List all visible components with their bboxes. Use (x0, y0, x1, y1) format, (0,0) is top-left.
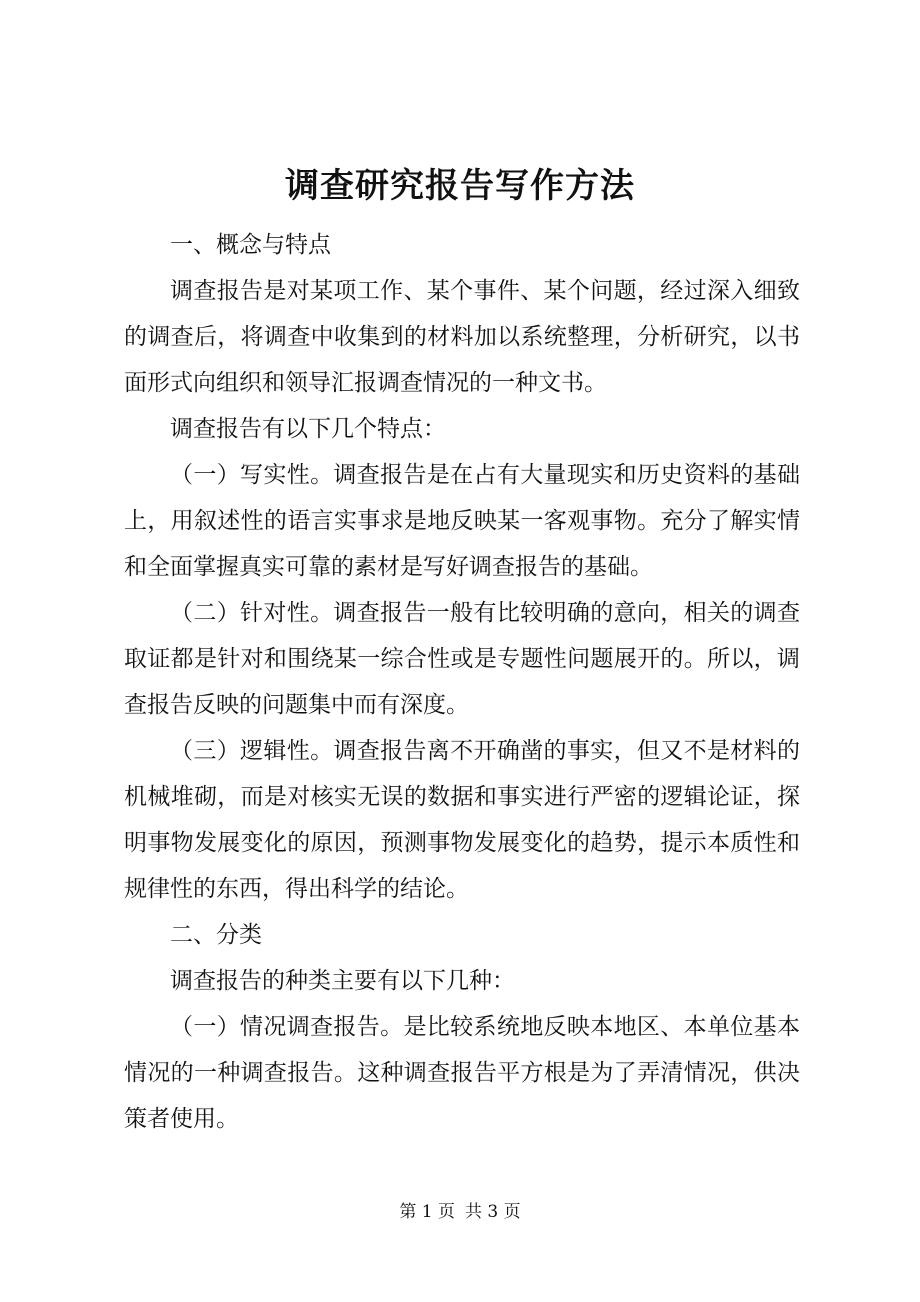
paragraph-feature-pertinence: （二）针对性。调查报告一般有比较明确的意向，相关的调查取证都是针对和围绕某一综合性或是专题性问题展开的。所以，调查报告反映的问题集中而有深度。 (124, 600, 800, 718)
page-number: 第 1 页 (399, 1202, 455, 1222)
paragraph-type-situation: （一）情况调查报告。是比较系统地反映本地区、本单位基本情况的一种调查报告。这种调查报告平方根是为了弄清情况，供决策者使用。 (124, 1014, 800, 1132)
paragraph-types-intro: 调查报告的种类主要有以下几种： (170, 968, 515, 994)
paragraph-features-intro: 调查报告有以下几个特点： (170, 416, 446, 442)
page-total: 共 3 页 (465, 1202, 521, 1222)
paragraph-definition: 调查报告是对某项工作、某个事件、某个问题，经过深入细致的调查后，将调查中收集到的材料加以系统整理，分析研究，以书面形式向组织和领导汇报调查情况的一种文书。 (124, 278, 800, 396)
section-heading-concept: 一、概念与特点 (170, 232, 331, 258)
document-body (124, 222, 800, 1142)
paragraph-feature-realism: （一）写实性。调查报告是在占有大量现实和历史资料的基础上，用叙述性的语言实事求是地反映某一客观事物。充分了解实情和全面掌握真实可靠的素材是写好调查报告的基础。 (124, 462, 800, 580)
paragraph-feature-logic: （三）逻辑性。调查报告离不开确凿的事实，但又不是材料的机械堆砌，而是对核实无误的数据和事实进行严密的逻辑论证，探明事物发展变化的原因，预测事物发展变化的趋势，提示本质性和规律性的东西，得出科学的结论。 (124, 738, 800, 902)
section-heading-classification: 二、分类 (170, 922, 262, 948)
page-footer (0, 1200, 920, 1224)
document-title: 调查研究报告写作方法 (285, 166, 635, 206)
